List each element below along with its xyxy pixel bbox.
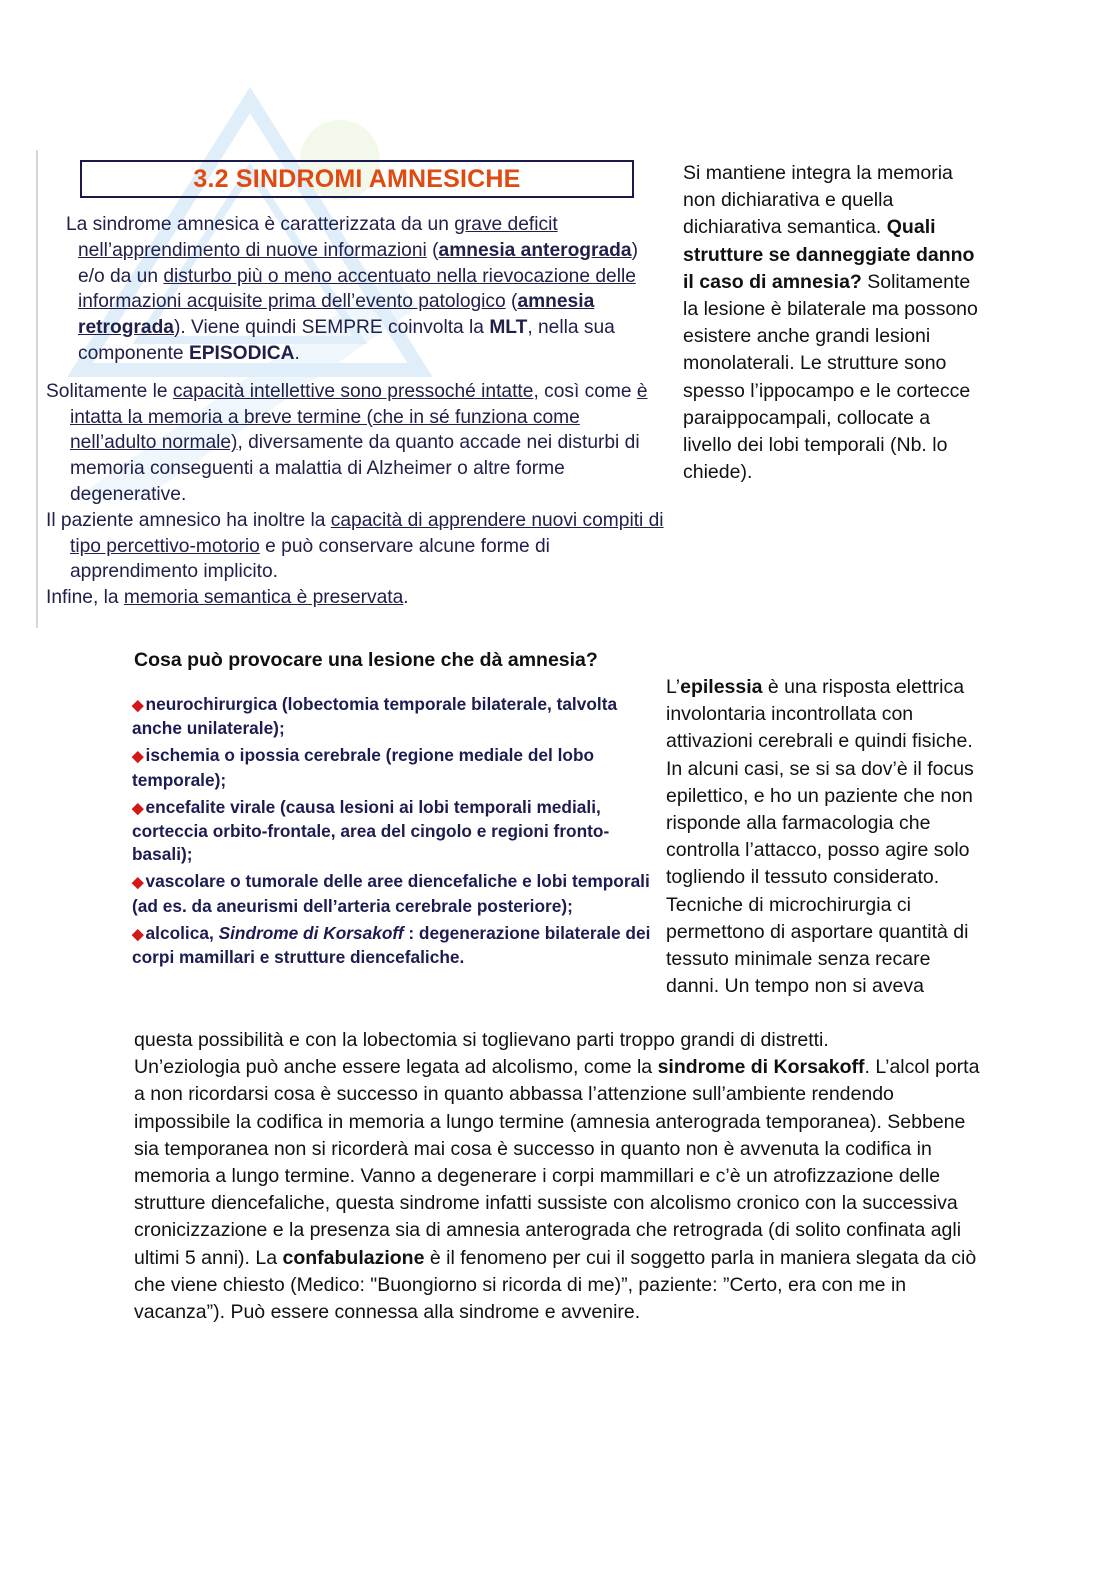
- underlined-text: grave deficit nell’apprendimento di nuove informazioni: [78, 214, 558, 261]
- diamond-bullet-icon: ◆: [132, 925, 144, 943]
- term-epilessia: epilessia: [680, 676, 763, 698]
- slide-sindromi-amnesiche: [36, 150, 670, 628]
- bullet-text: : degenerazione bilaterale dei corpi mamillari e strutture diencefaliche.: [132, 922, 651, 968]
- text-span: Infine, la: [46, 587, 124, 609]
- text-span: ). Viene quindi SEMPRE coinvolta la: [173, 317, 490, 339]
- text-span: .: [403, 587, 409, 609]
- text-span: .: [294, 342, 300, 364]
- text-span: La sindrome amnesica è caratterizzata da un: [66, 214, 455, 235]
- diamond-bullet-icon: ◆: [132, 799, 144, 817]
- text-span: Solitamente le: [46, 380, 173, 402]
- text-span: , così come: [533, 380, 637, 402]
- text-span: Un’eziologia può anche essere legata ad alcolismo, come la: [134, 1056, 658, 1079]
- bullet-text: alcolica,: [145, 922, 219, 943]
- text-span: ) e/o da un: [78, 239, 638, 287]
- diamond-bullet-icon: ◆: [132, 697, 144, 714]
- bullet-text: vascolare o tumorale delle aree diencefaliche e lobi temporali (ad es. da aneurismi dell’arteria cerebrale posteriore);: [132, 871, 650, 916]
- text-span: Si mantiene integra la memoria non dichiarativa e quella dichiarativa semantica.: [683, 162, 953, 239]
- underlined-text: capacità intellettive sono pressoché intatte: [172, 380, 534, 402]
- term-amnesia-retrograda: amnesia retrograda: [78, 291, 595, 339]
- text-span: Il paziente amnesico ha inoltre la: [46, 509, 331, 531]
- text-span: è una risposta elettrica involontaria incontrollata con attivazioni cerebrali e quindi fisiche. In alcuni casi, se si sa dov’è il focus epilettico, e ho un paziente che non risponde alla farmacologia che controlla l’attacco, posso agire solo togliendo il tessuto considerato. Tecniche di microchirurgia ci permettono di asportare quantità di tessuto minimale senza recare danni. Un tempo non si aveva: [666, 676, 974, 998]
- paragraph-paziente: [46, 508, 668, 585]
- list-item: [132, 922, 652, 969]
- causes-list: [132, 693, 652, 973]
- term-sindrome-korsakoff: sindrome di Korsakoff: [657, 1056, 865, 1079]
- diamond-bullet-icon: ◆: [132, 748, 144, 766]
- paragraph-definition: [46, 212, 668, 367]
- text-span: . L’alcol porta a non ricordarsi cosa è successo in quanto abbassa l’attenzione sull’ambiente rendendo impossibile la codifica in memoria a lungo termine (amnesia anterograda temporanea). Sebbene sia temporanea non si ricorderà mai cosa è successo in quanto non è avvenuta la codifica in memoria a lungo termine. Vanno a degenerare i corpi mammillari e c’è un atrofizzazione delle strutture diencefaliche, questa sindrome infatti sussiste con alcolismo cronico con la successiva cronicizzazione e la presenza sia di amnesia anterograda che retrograda (di solito confinata agli ultimi 5 anni). La: [134, 1056, 980, 1269]
- list-item: [132, 796, 652, 867]
- term-korsakoff: Sindrome di Korsakoff: [218, 922, 404, 943]
- term-episodica: EPISODICA: [188, 342, 295, 364]
- term-amnesia-anterograda: amnesia anterograda: [438, 239, 632, 261]
- question-strutture: Quali strutture se danneggiate danno il caso di amnesia?: [683, 216, 975, 293]
- term-mlt: MLT: [489, 317, 528, 339]
- slide-title-box: [80, 160, 634, 198]
- notes-right-column: [683, 160, 983, 486]
- list-item: [132, 693, 652, 740]
- paragraph-eziologia: [134, 1027, 984, 1326]
- notes-paragraph: [683, 160, 983, 486]
- text-span: (: [426, 239, 439, 261]
- slide2-title: Cosa può provocare una lesione che dà amnesia?: [134, 649, 598, 671]
- underlined-text: capacità di apprendere nuovi compiti di tipo percettivo-motorio: [70, 509, 664, 557]
- list-item: [132, 744, 652, 791]
- continuation-line: questa possibilità e con la lobectomia si toglievano parti troppo grandi di distretti.: [134, 1029, 829, 1051]
- term-confabulazione: confabulazione: [282, 1246, 425, 1269]
- paragraph-intellettive: [46, 379, 668, 508]
- underlined-text: memoria semantica è preservata: [123, 587, 404, 609]
- text-span: è il fenomeno per cui il soggetto parla in maniera slegata da ciò che viene chiesto (Medico: "Buongiorno si ricorda di me)”, paziente: ”Certo, era con me in vacanza”). Può essere connessa alla sindrome e avvenire.: [134, 1246, 977, 1324]
- underlined-text: è intatta la memoria a breve termine (che in sé funziona come nell’adulto normale): [70, 380, 648, 454]
- text-span: , nella sua componente: [78, 317, 615, 364]
- text-span: Solitamente la lesione è bilaterale ma possono esistere anche grandi lesioni monolaterali. Le strutture sono spesso l’ippocampo e le cortecce paraippocampali, collocate a livello dei lobi temporali (Nb. lo chiede).: [683, 270, 978, 484]
- bullet-text: neurochirurgica (lobectomia temporale bilaterale, talvolta anche unilaterale);: [132, 694, 618, 739]
- list-item: [132, 870, 652, 917]
- slide-title: 3.2 SINDROMI AMNESICHE: [193, 164, 521, 193]
- text-span: e può conservare alcune forme di apprendimento implicito.: [70, 535, 550, 583]
- paragraph-epilessia: [666, 674, 986, 1000]
- diamond-bullet-icon: ◆: [132, 874, 144, 892]
- slide-body: [46, 212, 668, 611]
- text-span: L’: [666, 676, 681, 698]
- underlined-text: disturbo più o meno accentuato nella rievocazione delle informazioni acquisite prima dell’evento patologico: [78, 265, 636, 313]
- text-span: (: [505, 291, 518, 313]
- paragraph-infine: [46, 585, 668, 611]
- text-span: , diversamente da quanto accade nei disturbi di memoria conseguenti a malattia di Alzheimer o altre forme degenerative.: [70, 432, 640, 505]
- bullet-text: encefalite virale (causa lesioni ai lobi temporali mediali, corteccia orbito-frontale, area del cingolo e regioni fronto-basali);: [132, 796, 610, 865]
- bullet-text: ischemia o ipossia cerebrale (regione mediale del lobo temporale);: [132, 745, 595, 790]
- eziologia-text: [134, 1054, 984, 1326]
